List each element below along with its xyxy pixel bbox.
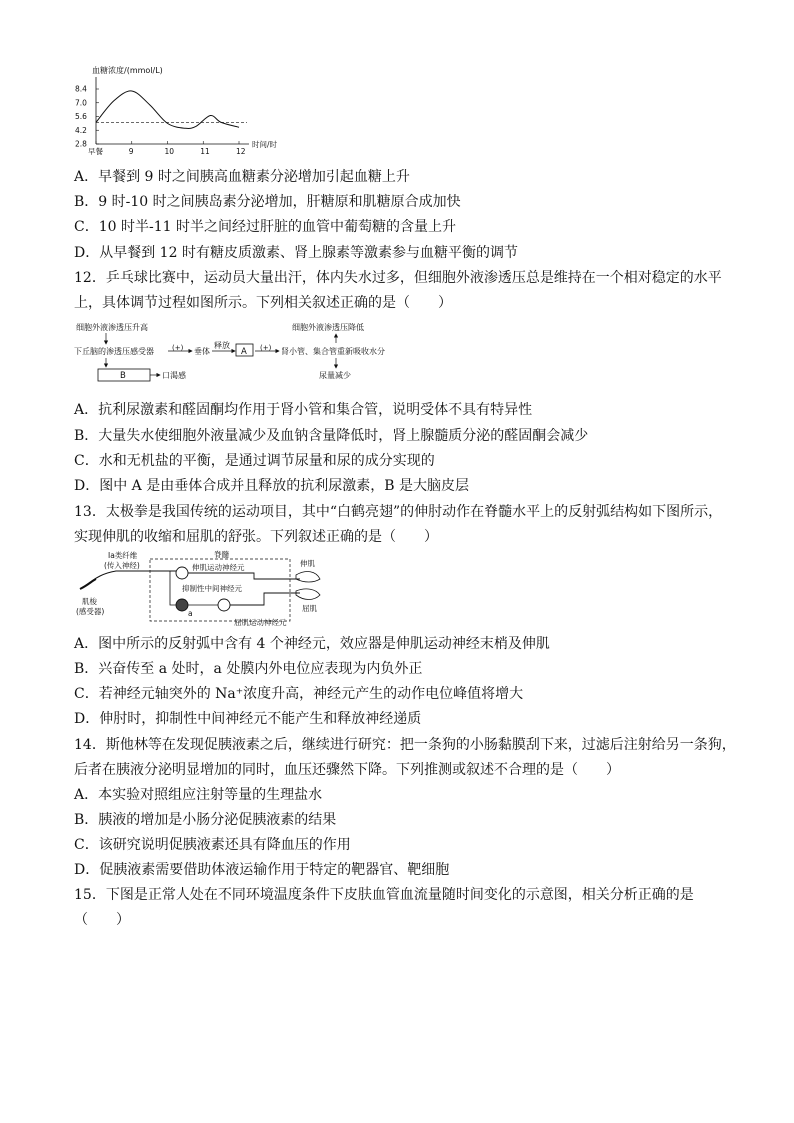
q11-option-d: D．从早餐到 12 时有糖皮质激素、肾上腺素等激素参与血糖平衡的调节 — [74, 245, 518, 261]
flexor-neuron-body — [218, 599, 230, 611]
q14-option-c: C．该研究说明促胰液素还具有降血压的作用 — [74, 837, 351, 853]
q11-option-b: B．9 时-10 时之间胰岛素分泌增加，肝糖原和肌糖原合成加快 — [74, 194, 461, 210]
plus-sign: (+) — [260, 344, 272, 352]
chart-xlabel: 时间/时 — [252, 140, 278, 149]
label-receptor: (感受器) — [76, 607, 105, 616]
label-flexor-muscle: 屈肌 — [302, 604, 317, 613]
label-muscle-spindle: 肌梭 — [82, 597, 97, 606]
y-ticks — [75, 85, 99, 149]
label-afferent: (传入神经) — [104, 561, 140, 570]
q13-option-c: C．若神经元轴突外的 Na⁺浓度升高，神经元产生的动作电位峰值将增大 — [74, 686, 524, 702]
q13-option-d: D．伸肘时，抑制性中间神经元不能产生和释放神经递质 — [74, 711, 422, 727]
plus-sign: (+) — [172, 344, 184, 352]
inhibitory-neuron-body — [176, 599, 188, 611]
box-a-label: A — [241, 347, 247, 357]
label-extensor-neuron: 伸肌运动神经元 — [192, 563, 245, 572]
q12-option-a: A．抗利尿激素和醛固酮均作用于肾小管和集合管，说明受体不具有特异性 — [74, 402, 533, 418]
extensor-neuron-body — [176, 567, 188, 579]
diagram-pituitary: 垂体 — [194, 347, 210, 356]
q12-option-b: B．大量失水使细胞外液量减少及血钠含量降低时，肾上腺髓质分泌的醛固酮会减少 — [74, 428, 589, 444]
y-tick-label: 5.6 — [75, 112, 87, 121]
q15-stem-line2: （ ） — [74, 912, 130, 928]
q11-option-c: C．10 时半-11 时半之间经过肝脏的血管中葡萄糖的含量上升 — [74, 219, 456, 235]
q12-stem-line1: 12．乒乓球比赛中，运动员大量出汗，体内失水过多，但细胞外液渗透压总是维持在一个相对稳定的水平 — [74, 270, 722, 286]
y-tick-label: 7.0 — [75, 98, 87, 108]
diagram-receptor: 下丘脑的渗透压感受器 — [74, 347, 154, 356]
q13-option-a: A．图中所示的反射弧中含有 4 个神经元，效应器是伸肌运动神经末梢及伸肌 — [74, 636, 550, 652]
label-flexor-neuron: 屈肌运动神经元 — [234, 618, 287, 627]
blood-glucose-chart — [74, 62, 278, 157]
diagram-urine: 尿量减少 — [319, 371, 351, 380]
y-tick-label: 2.8 — [75, 139, 87, 149]
diagram-thirst: 口渴感 — [162, 371, 186, 380]
y-tick-label: 4.2 — [75, 125, 87, 135]
diagram-osmolarity-down: 细胞外液渗透压降低 — [292, 323, 364, 332]
reflex-arc-diagram — [74, 549, 334, 627]
box-b-label: B — [120, 371, 126, 381]
label-a: a — [188, 609, 193, 618]
diagram-osmolarity-up: 细胞外液渗透压升高 — [76, 323, 148, 332]
x-tick-label: 10 — [164, 147, 175, 156]
q11-option-a: A．早餐到 9 时之间胰高血糖素分泌增加引起血糖上升 — [74, 169, 410, 185]
diagram-kidney: 肾小管、集合管重新吸收水分 — [281, 347, 385, 356]
x-tick-label: 9 — [128, 147, 134, 156]
q12-option-d: D．图中 A 是由垂体合成并且释放的抗利尿激素，B 是大脑皮层 — [74, 478, 469, 494]
diagram-release: 释放 — [214, 341, 230, 350]
q12-stem-line2: 上，具体调节过程如图所示。下列相关叙述正确的是（ ） — [74, 295, 452, 311]
osmotic-regulation-diagram — [74, 320, 434, 382]
q12-option-c: C．水和无机盐的平衡，是通过调节尿量和尿的成分实现的 — [74, 453, 435, 469]
label-ia-fiber: Ⅰa类纤维 — [108, 551, 138, 560]
label-spinal-cord: 脊髓 — [214, 550, 229, 559]
x-tick-label: 早餐 — [88, 147, 103, 156]
q14-option-a: A．本实验对照组应注射等量的生理盐水 — [74, 787, 323, 803]
x-tick-label: 12 — [236, 147, 246, 156]
x-ticks — [88, 141, 246, 156]
q14-option-b: B．胰液的增加是小肠分泌促胰液素的结果 — [74, 812, 337, 828]
label-extensor-muscle: 伸肌 — [300, 559, 315, 568]
q14-option-d: D．促胰液素需要借助体液运输作用于特定的靶器官、靶细胞 — [74, 862, 450, 878]
label-inhibitory-neuron: 抑制性中间神经元 — [182, 584, 242, 593]
x-tick-label: 11 — [200, 147, 210, 156]
q13-option-b: B．兴奋传至 a 处时，a 处膜内外电位应表现为内负外正 — [74, 661, 423, 677]
q13-stem-line2: 实现伸肌的收缩和屈肌的舒张。下列叙述正确的是（ ） — [74, 529, 438, 545]
y-tick-label: 8.4 — [75, 84, 87, 94]
chart-ylabel: 血糖浓度/(mmol/L) — [92, 66, 163, 75]
q15-stem-line1: 15．下图是正常人处在不同环境温度条件下皮肤血管血流量随时间变化的示意图，相关分析正确的是 — [74, 887, 694, 903]
q14-stem-line2: 后者在胰液分泌明显增加的同时，血压还骤然下降。下列推测或叙述不合理的是（ ） — [74, 762, 620, 778]
q13-stem-line1: 13．太极拳是我国传统的运动项目，其中“白鹤亮翅”的伸肘动作在脊髓水平上的反射弧结构如下图所示， — [74, 504, 723, 520]
glucose-curve — [96, 91, 239, 129]
q14-stem-line1: 14．斯他林等在发现促胰液素之后，继续进行研究：把一条狗的小肠黏膜刮下来，过滤后注射给另一条狗， — [74, 737, 736, 753]
